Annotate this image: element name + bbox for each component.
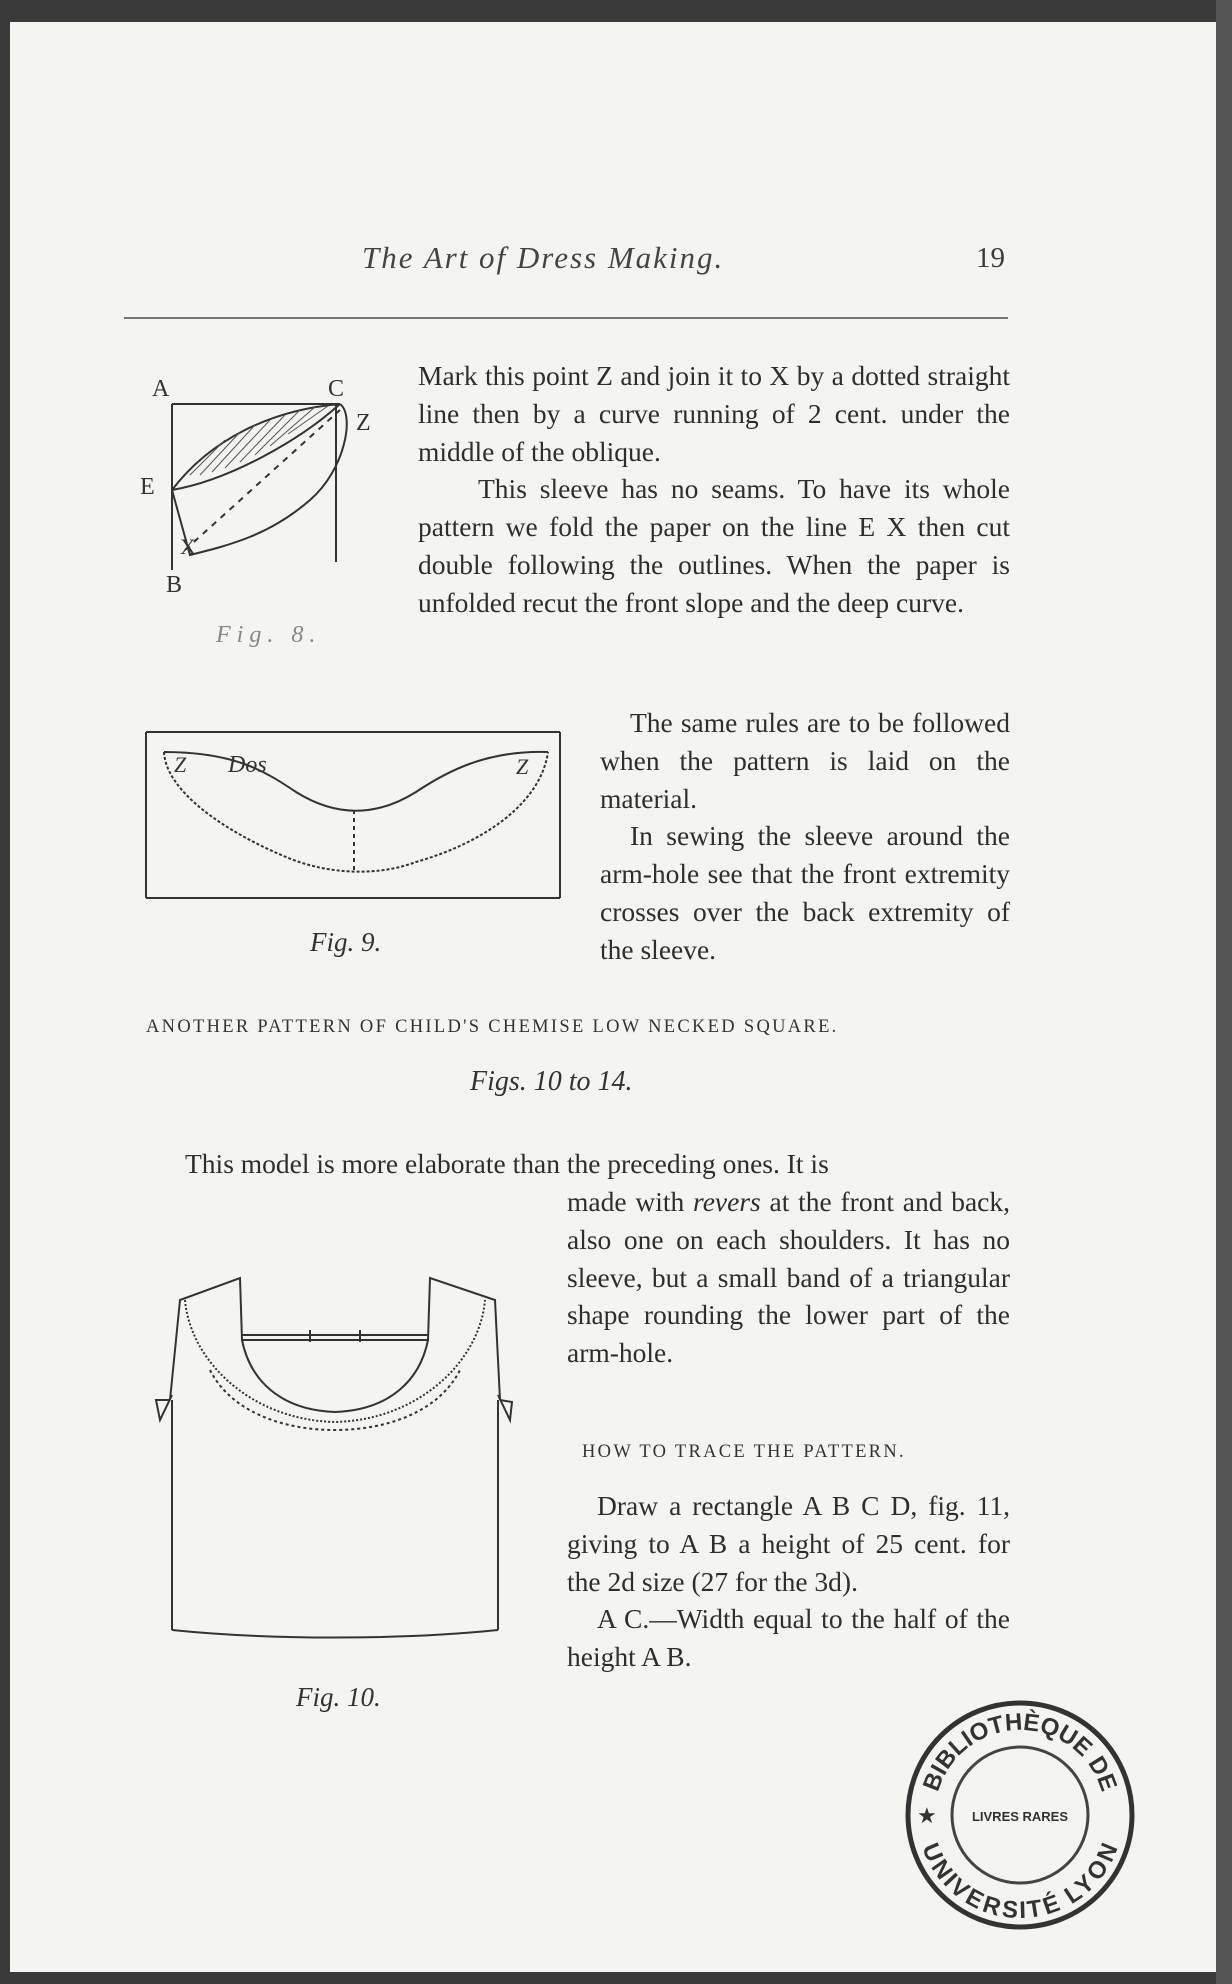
paragraph-sleeve — [418, 357, 1010, 622]
fig9-collar-diagram — [146, 732, 562, 902]
fig10-chemise-diagram — [150, 1260, 510, 1650]
section-heading: ANOTHER PATTERN OF CHILD'S CHEMISE LOW NECKED SQUARE. — [146, 1017, 839, 1037]
fig9-label-z-right: Z — [516, 754, 529, 779]
text-line: Mark this point Z and join it to X by a dotted straight line then by a curve running of 2 cent. under the middle of the oblique. — [418, 360, 1010, 467]
page-number: 19 — [976, 242, 1005, 274]
running-title: The Art of Dress Making. — [362, 240, 725, 275]
fig9-caption: Fig. 9. — [310, 927, 382, 957]
figs-reference: Figs. 10 to 14. — [470, 1066, 633, 1097]
library-stamp — [895, 1690, 1145, 1940]
fig8-label-x: X — [180, 534, 196, 559]
text-line: In sewing the sleeve around the arm-hole see that the front extremity crosses over the back extremity of the sleeve. — [600, 820, 1010, 965]
text-line: This model is more elaborate than the preceding ones. It is — [185, 1148, 829, 1179]
text-run: at the front and back, also one on each shoulders. It has no sleeve, but a small band of a triangular shape rounding the lower part of the arm-hole. — [567, 1186, 1011, 1369]
fig8-caption: Fig. 8. — [216, 622, 322, 648]
stamp-top-text: BIBLIOTHÈQUE DE — [917, 1708, 1123, 1795]
fig8-label-e: E — [140, 474, 155, 500]
subheading-trace: HOW TO TRACE THE PATTERN. — [582, 1442, 906, 1462]
fig8-label-z: Z — [356, 410, 371, 436]
fig8-label-a: A — [152, 376, 170, 402]
paragraph-model — [567, 1183, 1010, 1372]
paragraph-model-first-line — [185, 1145, 1010, 1183]
italic-term: revers — [693, 1186, 761, 1217]
text-line: The same rules are to be followed when the pattern is laid on the material. — [600, 707, 1010, 814]
paragraph-rules — [600, 704, 1010, 969]
fig9-label-dos: Dos — [228, 752, 267, 778]
text-line: Draw a rectangle A B C D, fig. 11, giving to A B a height of 25 cent. for the 2d size (27 for the 3d). — [567, 1490, 1010, 1597]
text-line: A C.—Width equal to the half of the height A B. — [567, 1603, 1010, 1673]
fig10-caption: Fig. 10. — [296, 1682, 381, 1712]
stamp-bottom-text: UNIVERSITÉ LYON — [916, 1839, 1124, 1925]
book-page — [10, 22, 1216, 1972]
fig8-label-b: B — [166, 572, 183, 598]
stamp-star-icon: ★ — [917, 1804, 937, 1829]
text-line: This sleeve has no seams. To have its whole pattern we fold the paper on the line E X then cut double following the outlines. When the paper is unfolded recut the front slope and the deep curve. — [418, 473, 1010, 618]
text-run: made with — [567, 1186, 685, 1217]
text-line — [567, 1183, 1010, 1372]
fig9-label-z-left: Z — [174, 752, 187, 777]
fig8-sleeve-diagram — [140, 370, 390, 600]
stamp-center-text: LIVRES RARES — [971, 1809, 1069, 1824]
header-rule — [124, 317, 1008, 319]
fig8-label-c: C — [328, 376, 345, 402]
page-edge-shadow — [1216, 0, 1232, 1984]
paragraph-trace — [567, 1487, 1010, 1676]
